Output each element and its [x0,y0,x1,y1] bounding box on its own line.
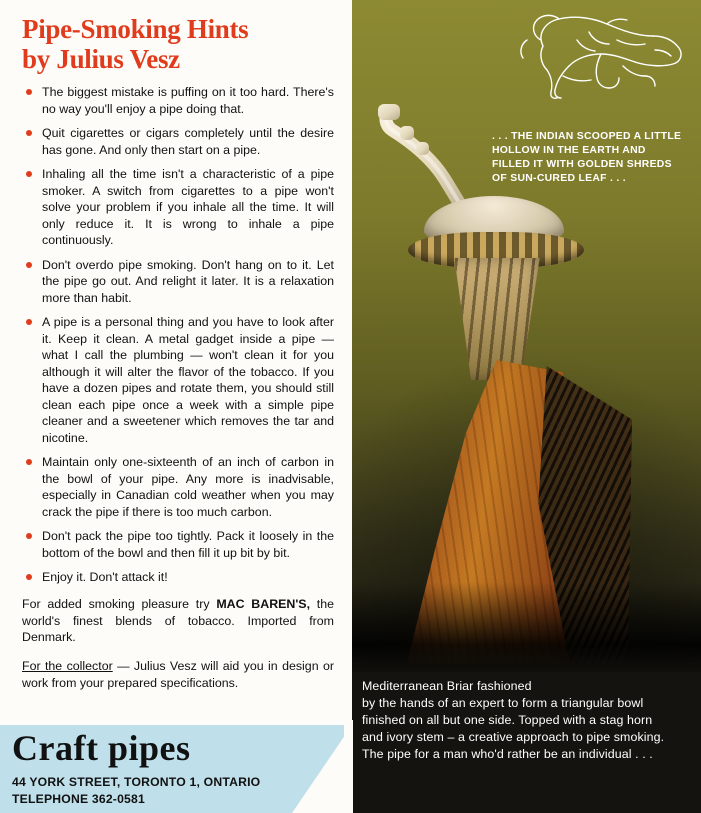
list-item: A pipe is a personal thing and you have to look after it. Keep it clean. A metal gadget inside a pipe — what I call the plumbing — won't clean it for you although it will alter the flavor of the tobacco. If you have a dozen pipes and rotate them, you should still clean each pipe once a week with a simple pipe cleaner and a sweetener which removes the tar and nicotine. [22,314,338,446]
photo-top-caption: . . . THE INDIAN SCOOPED A LITTLE HOLLOW IN THE EARTH AND FILLED IT WITH GOLDEN SHREDS OF SUN-CURED LEAF . . . [492,131,682,185]
caption-line: and ivory stem – a creative approach to pipe smoking. [362,730,665,745]
list-item: Quit cigarettes or cigars completely until the desire has gone. And only then start on a pipe. [22,125,338,158]
brand-logo: Craft pipes [12,728,191,768]
list-item: Don't overdo pipe smoking. Don't hang on to it. Let the pipe go out. And relight it later. It is a relaxation more than habit. [22,257,338,307]
address-line: 44 YORK STREET, TORONTO 1, ONTARIO [12,775,261,789]
indian-scooping-hollow-illustration [497,10,687,102]
photo-shadow-gradient [352,582,701,672]
mac-barens-brand: MAC BAREN'S, [216,596,311,611]
hints-list [22,84,338,586]
mac-barens-post: the world's finest blends of tobacco. Imported from Denmark. [22,596,335,645]
caption-line: Mediterranean Briar fashioned [362,679,532,693]
logo-bar-inner [0,725,352,813]
title-line-1: Pipe-Smoking Hints [22,14,249,44]
logo-bar [0,725,352,813]
list-item: Don't pack the pipe too tightly. Pack it loosely in the bottom of the bowl and then fill it up bit by bit. [22,528,338,561]
mac-barens-pre: For added smoking pleasure try [22,596,217,611]
photo-bottom-caption [362,678,694,764]
collector-heading: For the collector [22,659,113,674]
photo-column [352,0,701,813]
caption-line: The pipe for a man who'd rather be an individual . . . [362,747,653,762]
caption-line: finished on all but one side. Topped with a stag horn [362,713,653,728]
list-item: Maintain only one-sixteenth of an inch of carbon in the bowl of your pipe. Any more is inadvisable, especially in Canadian cold weather when you may crack the pipe if there is too much carbon. [22,454,338,520]
collector-paragraph [22,658,338,691]
list-item: Enjoy it. Don't attack it! [22,569,338,586]
title-line-2: by Julius Vesz [22,44,180,75]
collector-post: — Julius Vesz will aid you in design or work from your prepared specifications. [22,659,334,690]
telephone-line: TELEPHONE 362-0581 [12,792,145,806]
mac-barens-paragraph [22,596,338,646]
product-photograph [352,0,701,672]
list-item: The biggest mistake is puffing on it too hard. There's no way you'll enjoy a pipe doing that. [22,84,338,117]
caption-line: by the hands of an expert to form a triangular bowl [362,696,644,711]
list-item: Inhaling all the time isn't a characteristic of a pipe smoker. A switch from cigarettes to a pipe won't solve your problem if you inhale all the time. It will only reduce it. It is wrong to inhale a pipe continuously. [22,166,338,249]
corner-wedge-decoration [292,725,352,813]
page-gutter [344,720,353,813]
page-title [22,14,338,74]
